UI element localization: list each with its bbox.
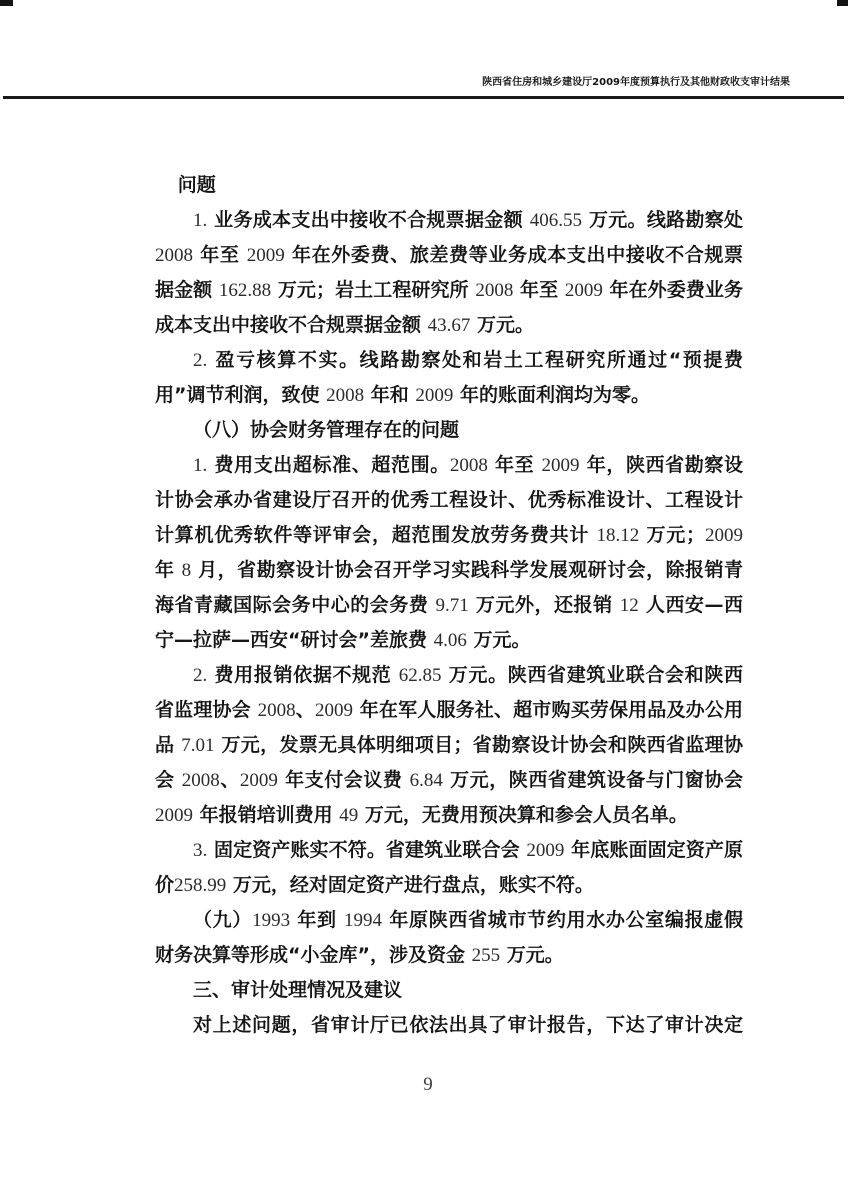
heading-remnant-wenti: 问题 <box>177 174 216 196</box>
page-number: 9 <box>423 1074 433 1095</box>
paragraph-over-standard: 1. 费用支出超标准、超范围。2008 年至 2009 年，陕西省勘察设计协会承办省建设厅召开的优秀工程设计、优秀标准设计、工程设计计算机优秀软件等评审会，超范围发放劳务费共计 18.12 万元；2009 年 8 月，省勘察设计协会召开学习实践科学发展观研讨会，除报销青海省青藏国际会务中心的会务费 9.71 万元外，还报销 12 人西安—西宁—拉萨—西安“研讨会”差旅费 4.06 万元。 <box>155 454 744 651</box>
scan-artifact-top-left <box>0 0 13 6</box>
paragraph-cost-invoices: 1. 业务成本支出中接收不合规票据金额 406.55 万元。线路勘察处 2008 年至 2009 年在外委费、旅差费等业务成本支出中接收不合规票据金额 162.88 万元；岩土工程研究所 2008 年至 2009 年在外委费业务成本支出中接收不合规票据金额 43.67 万元。 <box>155 209 743 336</box>
paragraph-section-9: （九）1993 年到 1994 年原陕西省城市节约用水办公室编报虚假财务决算等形成“小金库”，涉及资金 255 万元。 <box>155 909 743 966</box>
paragraph-fixed-assets: 3. 固定资产账实不符。省建筑业联合会 2009 年底账面固定资产原价258.99 万元，经对固定资产进行盘点，账实不符。 <box>155 839 744 896</box>
paragraph-audit-decision: 对上述问题，省审计厅已依法出具了审计报告，下达了审计决定 <box>193 1014 743 1036</box>
heading-section-8: （八）协会财务管理存在的问题 <box>193 419 460 441</box>
paragraph-reimbursement: 2. 费用报销依据不规范 62.85 万元。陕西省建筑业联合会和陕西省监理协会 2008、2009 年在军人服务社、超市购买劳保用品及办公用品 7.01 万元，发票无具体明细项目；省勘察设计协会和陕西省监理协会 2008、2009 年支付会议费 6.84 万元，陕西省建筑设备与门窗协会 2009 年报销培训费用 49 万元，无费用预决算和参会人员名单。 <box>155 664 743 826</box>
heading-section-3-handling: 三、审计处理情况及建议 <box>193 979 403 1001</box>
scan-artifact-top-right <box>837 0 848 6</box>
document-body <box>155 168 743 1043</box>
page-header-title: 陕西省住房和城乡建设厅2009年度预算执行及其他财政收支审计结果 <box>482 77 790 88</box>
header-rule <box>3 96 844 99</box>
paragraph-profit-loss: 2. 盈亏核算不实。线路勘察处和岩土工程研究所通过“预提费用”调节利润，致使 2008 年和 2009 年的账面利润均为零。 <box>155 349 743 406</box>
